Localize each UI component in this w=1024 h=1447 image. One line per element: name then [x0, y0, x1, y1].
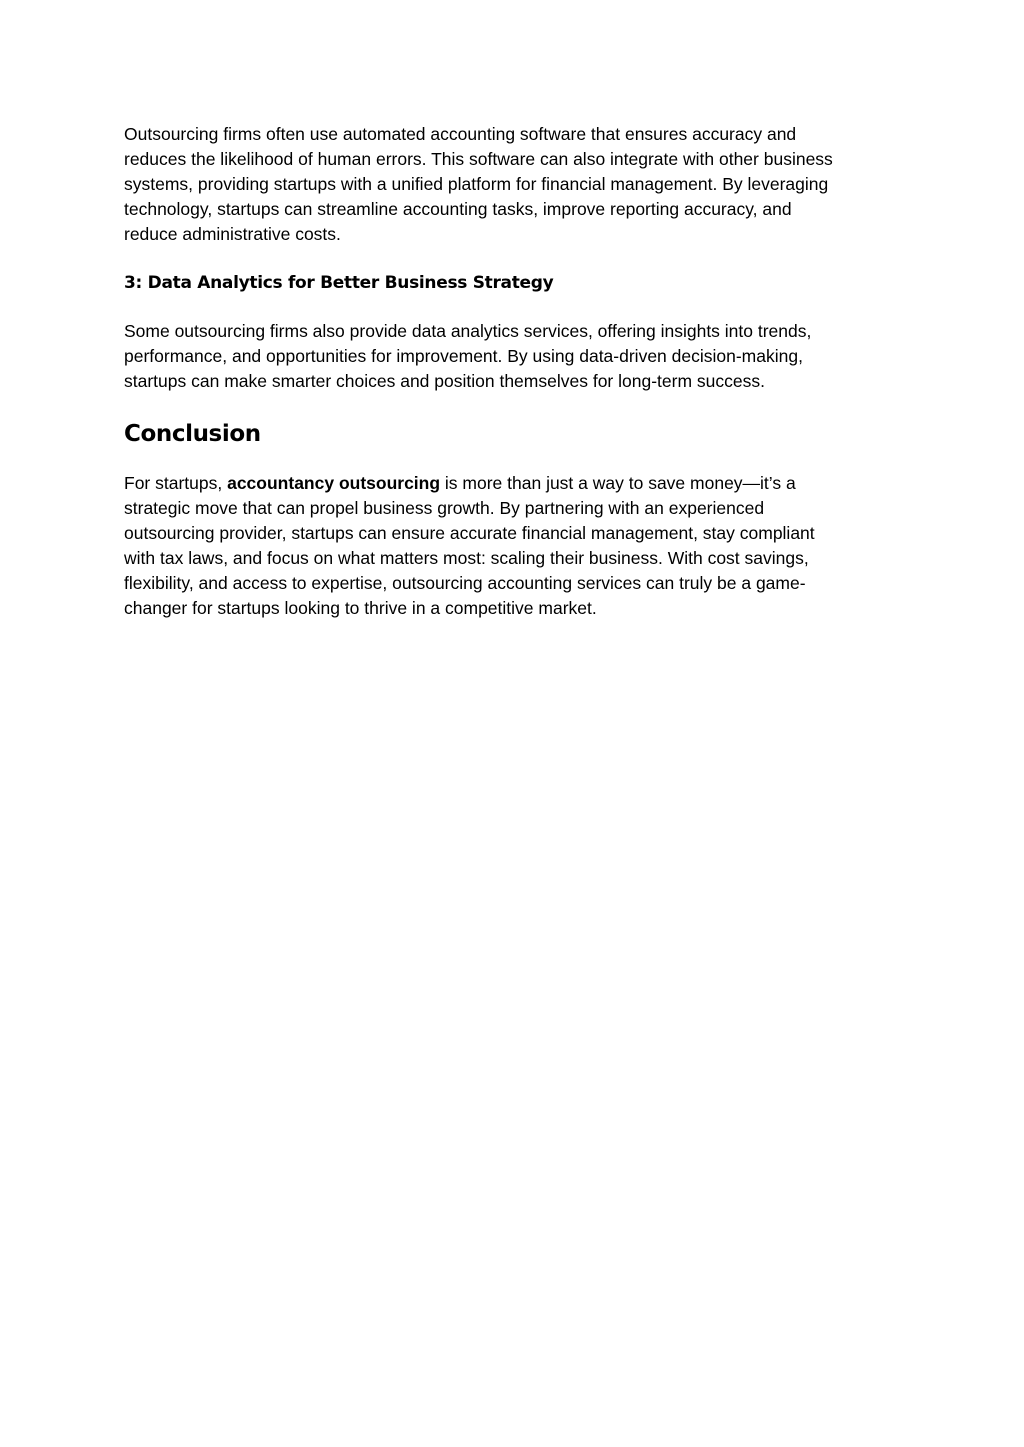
- text-line: with tax laws, and focus on what matters most: scaling their business. With cost savings,: [124, 548, 809, 568]
- text-line: technology, startups can streamline accounting tasks, improve reporting accuracy, and: [124, 199, 792, 219]
- text-line: reduce administrative costs.: [124, 224, 341, 244]
- paragraph-automation: [124, 122, 904, 247]
- text-line: Outsourcing firms often use automated accounting software that ensures accuracy and: [124, 124, 797, 144]
- paragraph-conclusion: [124, 471, 904, 621]
- text-line: outsourcing provider, startups can ensure accurate financial management, stay compliant: [124, 523, 815, 543]
- text-line: flexibility, and access to expertise, outsourcing accounting services can truly be a game-: [124, 573, 806, 593]
- text-line: changer for startups looking to thrive in a competitive market.: [124, 598, 597, 618]
- text-segment: is more than just a way to save money—it’s a: [440, 473, 796, 493]
- page-content: [124, 122, 904, 621]
- text-line: strategic move that can propel business growth. By partnering with an experienced: [124, 498, 765, 518]
- section-heading-data-analytics: 3: Data Analytics for Better Business Strategy: [124, 273, 554, 293]
- paragraph-data-analytics: [124, 319, 904, 394]
- text-segment: For startups,: [124, 473, 228, 493]
- text-line: reduces the likelihood of human errors. This software can also integrate with other business: [124, 149, 833, 169]
- text-line: Some outsourcing firms also provide data analytics services, offering insights into trends,: [124, 321, 812, 341]
- text-line: performance, and opportunities for improvement. By using data-driven decision-making,: [124, 346, 803, 366]
- text-line: [124, 471, 904, 496]
- text-line: systems, providing startups with a unified platform for financial management. By leveraging: [124, 174, 829, 194]
- text-line: startups can make smarter choices and position themselves for long-term success.: [124, 371, 765, 391]
- section-heading-conclusion: Conclusion: [124, 421, 261, 447]
- bold-keyword: accountancy outsourcing: [227, 473, 441, 493]
